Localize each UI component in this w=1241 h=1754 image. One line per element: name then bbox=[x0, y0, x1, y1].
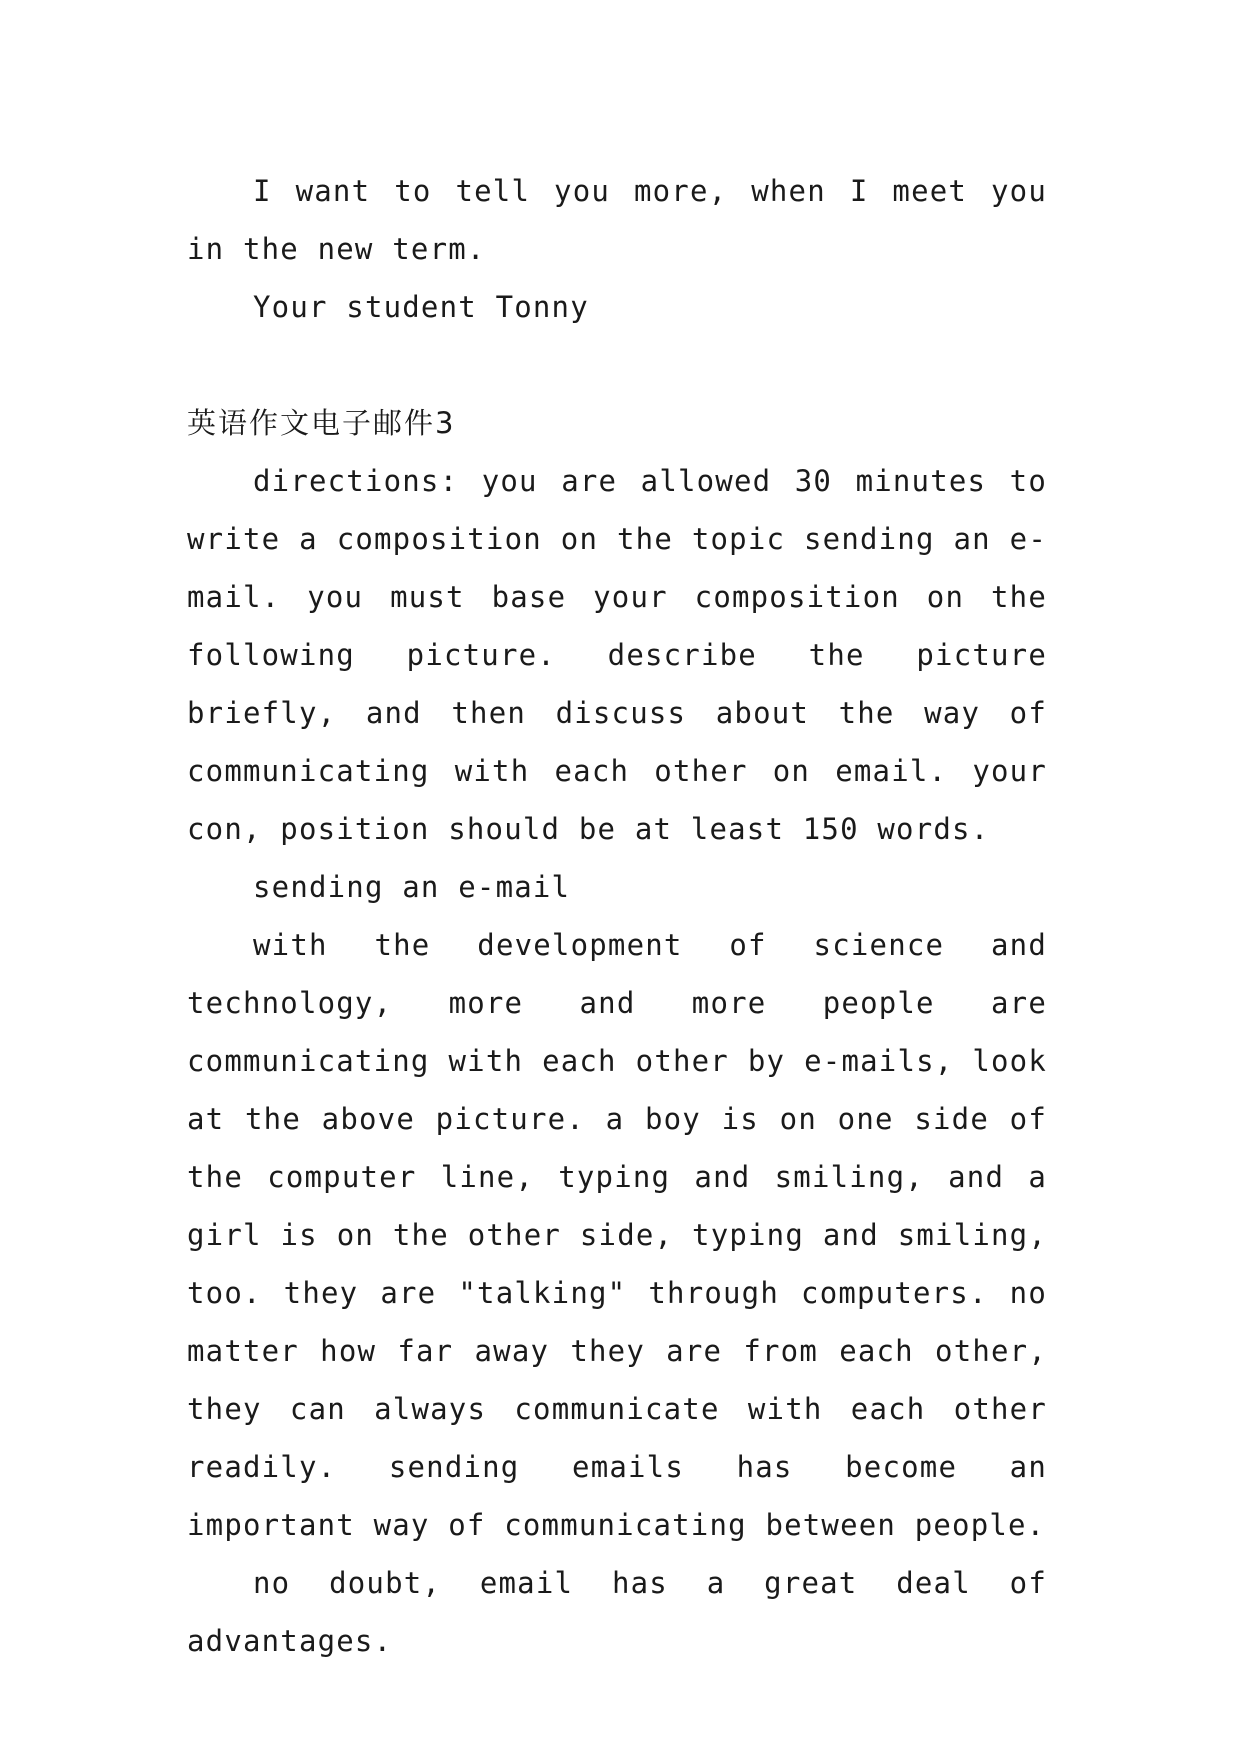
essay-title: sending an e-mail bbox=[253, 870, 571, 904]
signature: Your student Tonny bbox=[253, 290, 589, 324]
essay-paragraph-2: no doubt, email has a great deal of advantages. bbox=[187, 1566, 1047, 1658]
essay-paragraph-1: with the development of science and technology, more and more people are communicating with each other by e-mails, look at the above picture. a boy is on one side of the computer line, typing and smiling, and a girl is on the other side, typing and smiling, too. they are "talking" through computers. no matter how far away they are from each other, they can always communicate with each other readily. sending emails has become an important way of communicating between people. bbox=[187, 928, 1047, 1542]
document-body bbox=[187, 162, 1047, 1670]
section-spacer bbox=[187, 336, 1047, 394]
section-heading: 英语作文电子邮件3 bbox=[187, 406, 456, 440]
closing-paragraph: I want to tell you more, when I meet you in the new term. bbox=[187, 174, 1047, 266]
directions-paragraph: directions: you are allowed 30 minutes to write a composition on the topic sending an e-mail. you must base your composition on the following picture. describe the picture briefly, and then discuss about the way of communicating with each other on email. your con, position should be at least 150 words. bbox=[187, 464, 1047, 846]
